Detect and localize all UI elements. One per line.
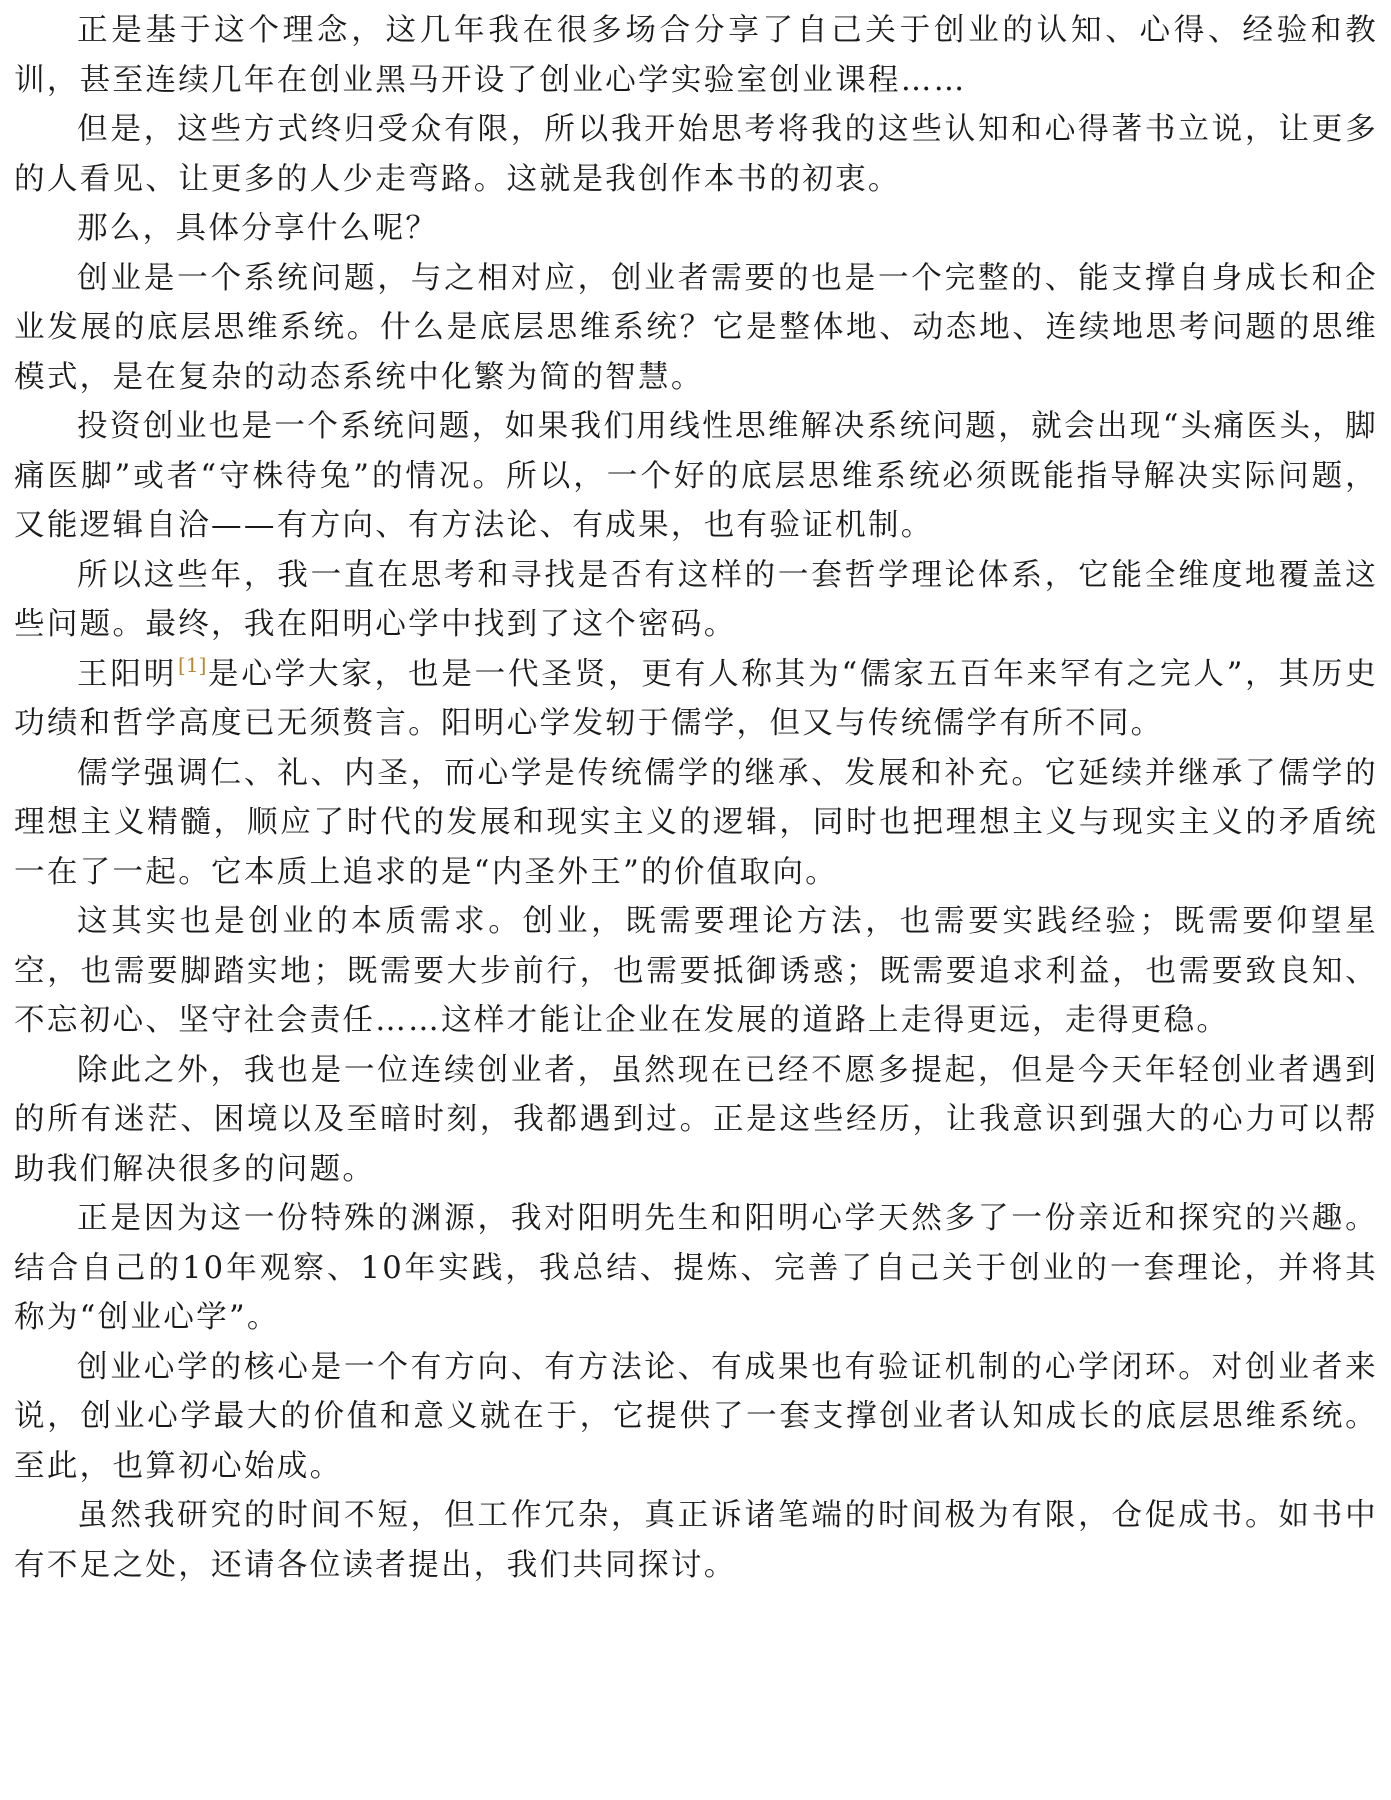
paragraph-text-start: 王阳明 (77, 656, 178, 692)
paragraph: 除此之外，我也是一位连续创业者，虽然现在已经不愿多提起，但是今天年轻创业者遇到的所有迷茫、困境以及至暗时刻，我都遇到过。正是这些经历，让我意识到强大的心力可以帮助我们解决很多的问题。 (14, 1052, 1378, 1187)
paragraph: 正是基于这个理念，这几年我在很多场合分享了自己关于创业的认知、心得、经验和教训，甚至连续几年在创业黑马开设了创业心学实验室创业课程…… (14, 13, 1378, 98)
paragraph: 投资创业也是一个系统问题，如果我们用线性思维解决系统问题，就会出现“头痛医头，脚痛医脚”或者“守株待兔”的情况。所以，一个好的底层思维系统必须既能指导解决实际问题，又能逻辑自洽——有方向、有方法论、有成果，也有验证机制。 (14, 409, 1378, 543)
paragraph: 创业心学的核心是一个有方向、有方法论、有成果也有验证机制的心学闭环。对创业者来说，创业心学最大的价值和意义就在于，它提供了一套支撑创业者认知成长的底层思维系统。至此，也算初心始成。 (14, 1349, 1378, 1484)
document-page (14, 6, 1378, 1590)
paragraph-text-rest: 是心学大家，也是一代圣贤，更有人称其为“儒家五百年来罕有之完人”，其历史功绩和哲学高度已无须赘言。阳明心学发轫于儒学，但又与传统儒学有所不同。 (14, 656, 1378, 741)
footnote-reference-link[interactable]: [1] (178, 653, 207, 678)
paragraph: 这其实也是创业的本质需求。创业，既需要理论方法，也需要实践经验；既需要仰望星空，也需要脚踏实地；既需要大步前行，也需要抵御诱惑；既需要追求利益，也需要致良知、不忘初心、坚守社会责任……这样才能让企业在发展的道路上走得更远，走得更稳。 (14, 904, 1378, 1038)
paragraph: 创业是一个系统问题，与之相对应，创业者需要的也是一个完整的、能支撑自身成长和企业发展的底层思维系统。什么是底层思维系统？它是整体地、动态地、连续地思考问题的思维模式，是在复杂的动态系统中化繁为简的智慧。 (14, 260, 1378, 395)
paragraph: 虽然我研究的时间不短，但工作冗杂，真正诉诸笔端的时间极为有限，仓促成书。如书中有不足之处，还请各位读者提出，我们共同探讨。 (14, 1498, 1378, 1583)
paragraph: 儒学强调仁、礼、内圣，而心学是传统儒学的继承、发展和补充。它延续并继承了儒学的理想主义精髓，顺应了时代的发展和现实主义的逻辑，同时也把理想主义与现实主义的矛盾统一在了一起。它本质上追求的是“内圣外王”的价值取向。 (14, 755, 1378, 890)
paragraph-with-footnote (14, 650, 1378, 749)
paragraph: 那么，具体分享什么呢？ (77, 211, 439, 246)
paragraph: 但是，这些方式终归受众有限，所以我开始思考将我的这些认知和心得著书立说，让更多的人看见、让更多的人少走弯路。这就是我创作本书的初衷。 (14, 112, 1378, 197)
paragraph: 正是因为这一份特殊的渊源，我对阳明先生和阳明心学天然多了一份亲近和探究的兴趣。结合自己的10年观察、10年实践，我总结、提炼、完善了自己关于创业的一套理论，并将其称为“创业心学”。 (14, 1201, 1378, 1335)
paragraph: 所以这些年，我一直在思考和寻找是否有这样的一套哲学理论体系，它能全维度地覆盖这些问题。最终，我在阳明心学中找到了这个密码。 (14, 557, 1378, 642)
